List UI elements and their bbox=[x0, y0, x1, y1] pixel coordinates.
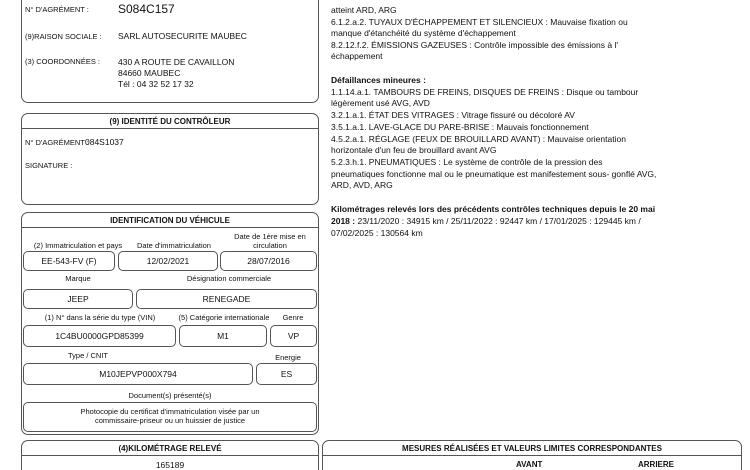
agrement-value: S084C157 bbox=[118, 2, 175, 16]
kilometrage-value: 165189 bbox=[155, 460, 185, 470]
mineure-line: pneumatiques fonctionne mal ou le pneumatique est manifestement sous- gonflé AVG, bbox=[331, 169, 657, 179]
marque-field: JEEP bbox=[23, 289, 133, 309]
genre-label: Genre bbox=[282, 313, 304, 322]
km-history-line2: 07/02/2025 : 130564 km bbox=[331, 228, 423, 238]
documents-field bbox=[23, 402, 317, 432]
mineure-line: légèrement usé AVG, AVD bbox=[331, 98, 430, 108]
mineure-line: 3.2.1.a.1. ÉTAT DES VITRAGES : Vitrage fissuré ou décoloré AV bbox=[331, 110, 575, 120]
km-history-line1 bbox=[331, 216, 641, 227]
categorie-field: M1 bbox=[179, 325, 267, 347]
defaillance-line: atteint ARD, ARG bbox=[331, 5, 397, 15]
type-cnit-field: M10JEPVP000X794 bbox=[23, 363, 253, 385]
mineure-line: 3.5.1.a.1. LAVE-GLACE DU PARE-BRISE : Mauvais fonctionnement bbox=[331, 122, 589, 132]
mesures-title-divider bbox=[322, 455, 742, 456]
mineure-line: horizontale d'un feu de brouillard avant AVG bbox=[331, 145, 497, 155]
kilometrage-title-divider bbox=[21, 455, 319, 456]
mineure-line: 5.2.3.h.1. PNEUMATIQUES : Le système de contrôle de la pression des bbox=[331, 157, 603, 167]
immat-label: (2) Immatriculation et pays bbox=[33, 241, 123, 250]
designation-field: RENEGADE bbox=[136, 289, 317, 309]
signature-label: SIGNATURE : bbox=[25, 161, 73, 170]
defaillance-line: 8.2.12.f.2. ÉMISSIONS GAZEUSES : Contrôle impossible des émissions à l' bbox=[331, 40, 618, 50]
coordonnees-phone: Tél : 04 32 52 17 32 bbox=[118, 79, 194, 89]
genre-field: VP bbox=[270, 325, 317, 347]
controleur-agrement-label: N° D'AGRÉMENT : bbox=[25, 138, 89, 147]
defaillances-mineures-title: Défaillances mineures : bbox=[331, 75, 426, 85]
mesures-col-arriere: ARRIERE bbox=[638, 460, 675, 469]
type-cnit-label: Type / CNIT bbox=[67, 351, 108, 360]
energie-label: Energie bbox=[275, 353, 301, 362]
vin-label: (1) N° dans la série du type (VIN) bbox=[44, 313, 156, 322]
mesures-title: MESURES RÉALISÉES ET VALEURS LIMITES CORRESPONDANTES bbox=[402, 444, 662, 453]
date-mise-label: Date de 1ère mise en circulation bbox=[234, 232, 306, 250]
documents-value: Photocopie du certificat d'immatriculation visée par un commissaire-priseur ou un huissier de justice bbox=[80, 407, 260, 425]
documents-label: Document(s) présenté(s) bbox=[128, 391, 212, 400]
vin-field: 1C4BU0000GPD85399 bbox=[23, 325, 176, 347]
kilometrage-title: (4)KILOMÉTRAGE RELEVÉ bbox=[118, 444, 222, 453]
coordonnees-city: 84660 MAUBEC bbox=[118, 68, 181, 78]
controleur-title-divider bbox=[21, 128, 319, 129]
mesures-col-avant: AVANT bbox=[516, 460, 543, 469]
mineure-line: ARD, AVD, ARG bbox=[331, 180, 393, 190]
date-mise-field: 28/07/2016 bbox=[220, 251, 317, 271]
categorie-label: (5) Catégorie internationale bbox=[178, 313, 270, 322]
vehicule-title-divider bbox=[21, 227, 319, 228]
coordonnees-label: (3) COORDONNÉES : bbox=[25, 57, 101, 66]
raison-sociale-label: (9)RAISON SOCIALE : bbox=[25, 32, 102, 41]
controleur-agrement-value: 084S1037 bbox=[85, 137, 124, 147]
marque-label: Marque bbox=[65, 274, 91, 283]
km-history-title: Kilométrages relevés lors des précédents contrôles techniques depuis le 20 mai bbox=[331, 204, 656, 214]
km-history-values: 23/11/2020 : 34915 km / 25/11/2022 : 92447 km / 17/01/2025 : 129445 km / bbox=[355, 216, 641, 226]
controleur-box bbox=[21, 113, 319, 205]
controleur-title: (9) IDENTITÉ DU CONTRÔLEUR bbox=[109, 117, 231, 126]
designation-label: Désignation commerciale bbox=[186, 274, 272, 283]
defaillance-line: manque d'étanchéité du système d'échappement bbox=[331, 28, 516, 38]
coordonnees-address: 430 A ROUTE DE CAVAILLON bbox=[118, 57, 235, 67]
mineure-line: 1.1.14.a.1. TAMBOURS DE FREINS, DISQUES DE FREINS : Disque ou tambour bbox=[331, 87, 639, 97]
date-immat-label: Date d'immatriculation bbox=[137, 241, 211, 250]
km-history-year: 2018 : bbox=[331, 216, 356, 226]
immat-field: EE-543-FV (F) bbox=[23, 251, 115, 271]
agrement-label: N° D'AGRÉMENT : bbox=[25, 5, 89, 14]
mineure-line: 4.5.2.a.1. RÉGLAGE (FEUX DE BROUILLARD AVANT) : Mauvaise orientation bbox=[331, 134, 626, 144]
raison-sociale-value: SARL AUTOSECURITE MAUBEC bbox=[118, 31, 247, 41]
energie-field: ES bbox=[256, 363, 317, 385]
date-immat-field: 12/02/2021 bbox=[118, 251, 218, 271]
vehicule-title: IDENTIFICATION DU VÉHICULE bbox=[110, 216, 230, 225]
defaillance-line: échappement bbox=[331, 51, 383, 61]
defaillance-line: 6.1.2.a.2. TUYAUX D'ÉCHAPPEMENT ET SILENCIEUX : Mauvaise fixation ou bbox=[331, 17, 628, 27]
